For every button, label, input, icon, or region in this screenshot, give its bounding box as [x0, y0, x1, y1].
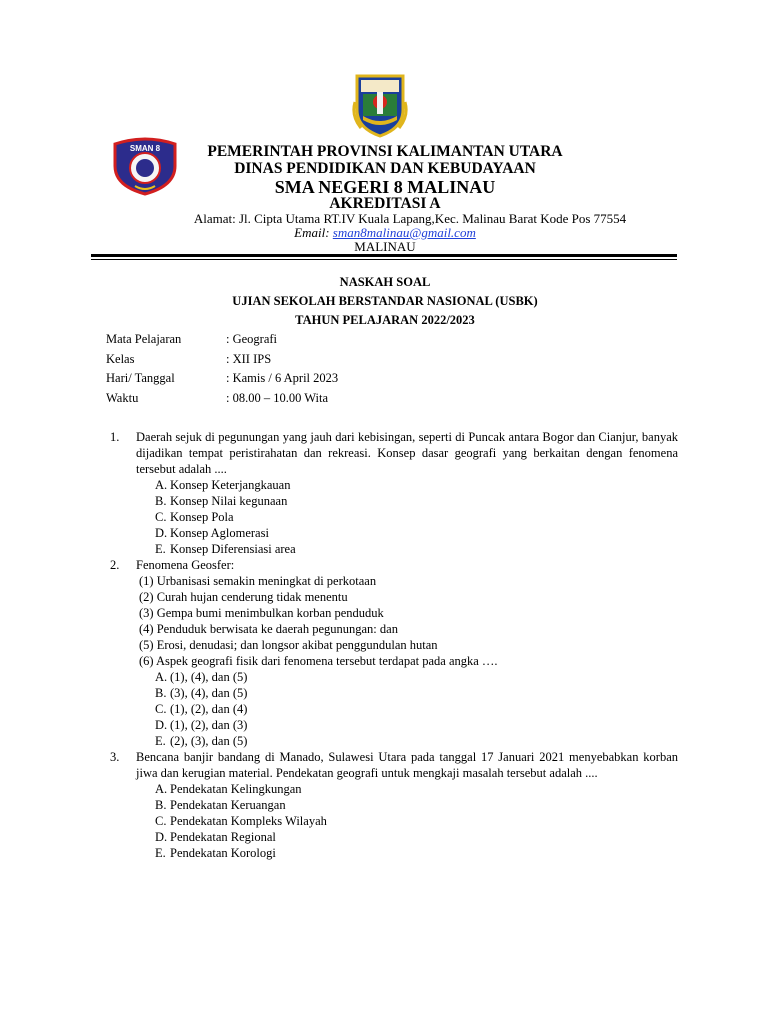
email-label: Email: — [294, 225, 330, 240]
option-text: Konsep Pola — [170, 510, 234, 524]
answer-option — [110, 797, 678, 813]
option-letter: E. — [155, 734, 166, 748]
option-letter: D. — [155, 718, 168, 732]
option-letter: A. — [155, 782, 168, 796]
school-address: Alamat: Jl. Cipta Utama RT.IV Kuala Lapang,Kec. Malinau Barat Kode Pos 77554 — [193, 211, 627, 226]
option-text: Konsep Diferensiasi area — [170, 542, 296, 556]
option-letter: B. — [155, 686, 167, 700]
exam-info — [106, 332, 338, 410]
header-divider-thin — [91, 259, 677, 260]
option-text: (1), (4), dan (5) — [170, 670, 248, 684]
doc-title: NASKAH SOAL — [339, 275, 431, 289]
option-text: Pendekatan Keruangan — [170, 798, 286, 812]
answer-option — [110, 477, 678, 493]
letterhead — [0, 0, 768, 262]
option-letter: A. — [155, 478, 168, 492]
answer-option — [110, 845, 678, 861]
option-letter: C. — [155, 814, 167, 828]
option-letter: E. — [155, 542, 166, 556]
option-letter: B. — [155, 798, 167, 812]
answer-option — [110, 685, 678, 701]
option-letter: E. — [155, 846, 166, 860]
option-text: (3), (4), dan (5) — [170, 686, 248, 700]
info-label: Mata Pelajaran — [106, 332, 182, 346]
info-label: Hari/ Tanggal — [106, 371, 175, 385]
question-text: Bencana banjir bandang di Manado, Sulawesi Utara pada tanggal 17 Januari 2021 menyebabkan korban jiwa dan kerugian material. Pendekatan geografi untuk mengkaji masalah tersebut adalah .... — [136, 750, 678, 780]
info-value: : 08.00 – 10.00 Wita — [226, 390, 329, 405]
question-1 — [110, 429, 678, 477]
option-text: Konsep Keterjangkauan — [170, 478, 291, 492]
answer-option — [110, 541, 678, 557]
academic-year: TAHUN PELAJARAN 2022/2023 — [295, 313, 475, 327]
question-text: Daerah sejuk di pegunungan yang jauh dari kebisingan, seperti di Puncak antara Bogor dan Cianjur, banyak dijadikan tempat peristirahatan dan rekreasi. Konsep dasar geografi yang berkaitan dengan fenomena tersebut adalah .... — [136, 430, 678, 476]
department-name: DINAS PENDIDIKAN DAN KEBUDAYAAN — [234, 160, 536, 177]
option-text: Pendekatan Kelingkungan — [170, 782, 302, 796]
option-letter: B. — [155, 494, 167, 508]
info-value: : Kamis / 6 April 2023 — [226, 371, 339, 385]
answer-option — [110, 509, 678, 525]
option-letter: A. — [155, 670, 168, 684]
answer-option — [110, 669, 678, 685]
school-name: SMA NEGERI 8 MALINAU — [274, 177, 496, 197]
option-text: Pendekatan Kompleks Wilayah — [170, 814, 327, 828]
statement: (2) Curah hujan cenderung tidak menentu — [139, 590, 348, 604]
info-row — [106, 371, 338, 391]
info-row — [106, 352, 338, 372]
statement: (3) Gempa bumi menimbulkan korban penduduk — [139, 606, 384, 620]
accreditation: AKREDITASI A — [329, 195, 441, 212]
info-value: : XII IPS — [226, 351, 272, 366]
option-letter: D. — [155, 526, 168, 540]
option-text: (1), (2), dan (3) — [170, 718, 248, 732]
answer-option — [110, 781, 678, 797]
question-3 — [110, 749, 678, 781]
info-row — [106, 391, 338, 411]
answer-option — [110, 813, 678, 829]
header-divider-thick — [91, 254, 677, 257]
option-text: (2), (3), dan (5) — [170, 734, 248, 748]
option-text: (1), (2), dan (4) — [170, 702, 248, 716]
answer-option — [110, 493, 678, 509]
question-number: 2. — [110, 558, 120, 572]
option-letter: C. — [155, 702, 167, 716]
answer-option — [110, 525, 678, 541]
province-emblem-icon — [351, 72, 409, 138]
option-text: Pendekatan Korologi — [170, 846, 276, 860]
statement: (6) Aspek geografi fisik dari fenomena tersebut terdapat pada angka …. — [139, 654, 498, 668]
option-text: Konsep Nilai kegunaan — [170, 494, 288, 508]
option-text: Pendekatan Regional — [170, 830, 276, 844]
question-2 — [110, 557, 678, 573]
answer-option — [110, 829, 678, 845]
info-value: : Geografi — [226, 332, 278, 346]
answer-option — [110, 733, 678, 749]
question-text: Fenomena Geosfer: — [136, 558, 235, 572]
statement: (1) Urbanisasi semakin meningkat di perkotaan — [139, 574, 377, 588]
question-number: 3. — [110, 750, 120, 764]
school-logo-text: SMAN 8 — [129, 144, 161, 153]
government-name: PEMERINTAH PROVINSI KALIMANTAN UTARA — [207, 143, 563, 160]
info-row — [106, 332, 338, 352]
statement: (4) Penduduk berwisata ke daerah pegunungan: dan — [139, 622, 398, 636]
question-number: 1. — [110, 430, 120, 444]
option-letter: D. — [155, 830, 168, 844]
info-label: Waktu — [106, 390, 139, 405]
option-letter: C. — [155, 510, 167, 524]
option-text: Konsep Aglomerasi — [170, 526, 269, 540]
statement: (5) Erosi, denudasi; dan longsor akibat penggundulan hutan — [139, 638, 438, 652]
info-label: Kelas — [106, 351, 135, 366]
answer-option — [110, 717, 678, 733]
exam-name: UJIAN SEKOLAH BERSTANDAR NASIONAL (USBK) — [232, 294, 538, 308]
answer-option — [110, 701, 678, 717]
question-list — [110, 429, 678, 861]
city: MALINAU — [354, 239, 416, 254]
email-link[interactable]: sman8malinau@gmail.com — [332, 225, 476, 240]
